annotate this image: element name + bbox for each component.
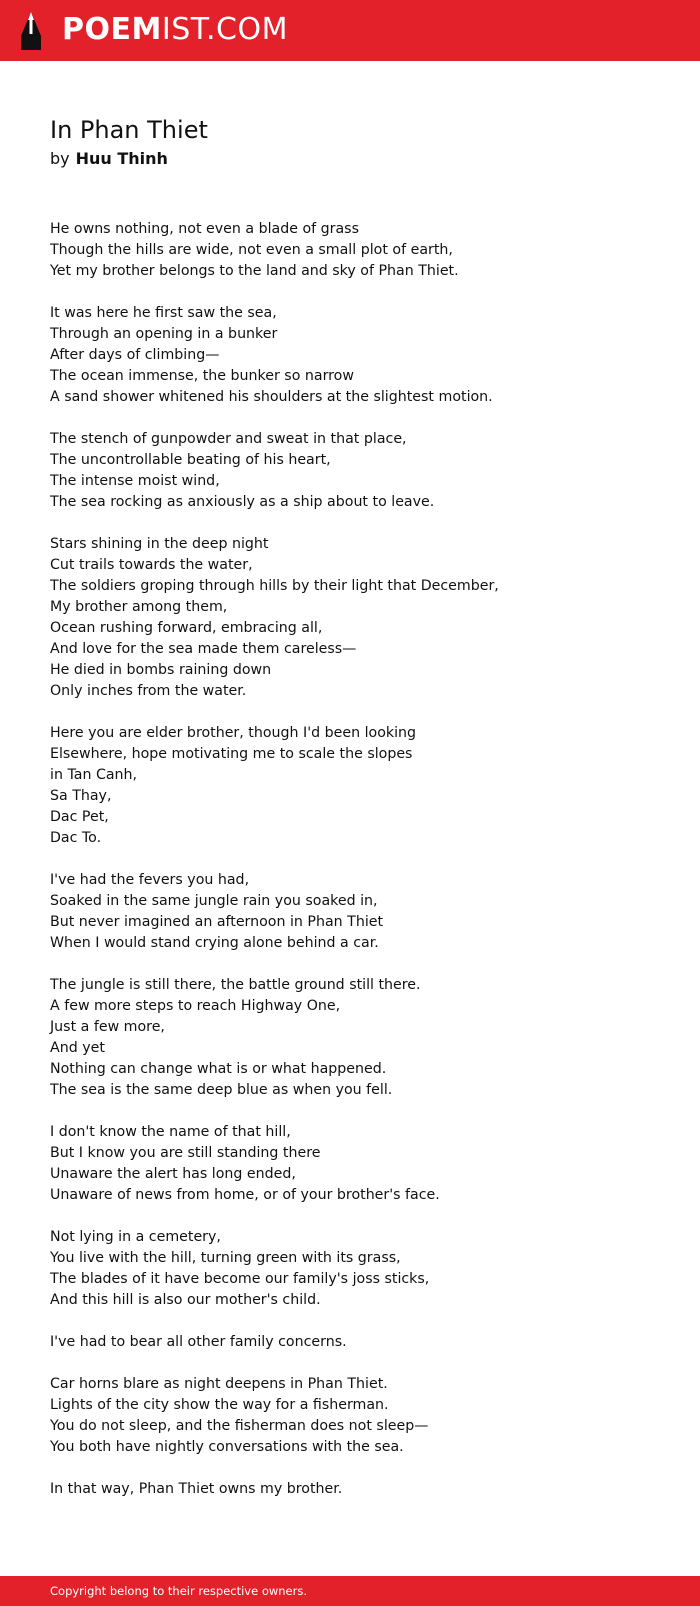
by-label: by <box>50 149 70 168</box>
poem-line: And this hill is also our mother's child. <box>50 1292 321 1308</box>
poem-line: Dac To. <box>50 830 102 846</box>
author-link[interactable]: Huu Thinh <box>75 149 168 168</box>
stanza <box>50 303 670 408</box>
poem-line: Just a few more, <box>50 1019 165 1035</box>
stanza <box>50 1227 670 1311</box>
poem-line: You live with the hill, turning green with its grass, <box>50 1250 401 1266</box>
site-footer <box>0 1576 700 1606</box>
poem-line: Stars shining in the deep night <box>50 536 269 552</box>
poem-line: Unaware the alert has long ended, <box>50 1166 296 1182</box>
poem-line: My brother among them, <box>50 599 228 615</box>
copyright-text: Copyright belong to their respective owners. <box>50 1584 308 1598</box>
stanza <box>50 429 670 513</box>
poem-line: Unaware of news from home, or of your brother's face. <box>50 1187 440 1203</box>
poem-line: The blades of it have become our family's joss sticks, <box>50 1271 430 1287</box>
poem-line: When I would stand crying alone behind a car. <box>50 935 379 951</box>
poem-line: I've had the fevers you had, <box>50 872 250 888</box>
poem-line: It was here he first saw the sea, <box>50 305 277 321</box>
stanza <box>50 219 670 282</box>
poem-line: In that way, Phan Thiet owns my brother. <box>50 1481 343 1497</box>
stanza <box>50 1374 670 1458</box>
poem-line: Nothing can change what is or what happened. <box>50 1061 387 1077</box>
site-logo-link[interactable] <box>62 12 288 48</box>
poem-line: Though the hills are wide, not even a small plot of earth, <box>50 242 453 258</box>
poem-line: And love for the sea made them careless— <box>50 641 357 657</box>
site-header <box>0 0 700 61</box>
poem-line: You both have nightly conversations with the sea. <box>50 1439 404 1455</box>
poem-line: The uncontrollable beating of his heart, <box>50 452 331 468</box>
stanza <box>50 1332 670 1353</box>
poem-line: And yet <box>50 1040 105 1056</box>
poem-line: Car horns blare as night deepens in Phan Thiet. <box>50 1376 388 1392</box>
poem-body <box>50 219 670 1521</box>
poem-line: I don't know the name of that hill, <box>50 1124 291 1140</box>
stanza <box>50 723 670 849</box>
poem-line: He died in bombs raining down <box>50 662 272 678</box>
stanza <box>50 534 670 702</box>
pencil-tip-icon[interactable] <box>18 10 44 52</box>
poem-line: Cut trails towards the water, <box>50 557 253 573</box>
poem-line: The soldiers groping through hills by their light that December, <box>50 578 499 594</box>
poem-line: The ocean immense, the bunker so narrow <box>50 368 354 384</box>
stanza <box>50 870 670 954</box>
poem-line: Through an opening in a bunker <box>50 326 278 342</box>
stanza <box>50 1122 670 1206</box>
poem-line: Sa Thay, <box>50 788 112 804</box>
poem-line: Soaked in the same jungle rain you soaked in, <box>50 893 378 909</box>
poem-line: Ocean rushing forward, embracing all, <box>50 620 323 636</box>
poem-line: A few more steps to reach Highway One, <box>50 998 341 1014</box>
poem-line: The stench of gunpowder and sweat in that place, <box>50 431 407 447</box>
poem-line: Dac Pet, <box>50 809 109 825</box>
poem-line: Yet my brother belongs to the land and sky of Phan Thiet. <box>50 263 459 279</box>
poem-line: A sand shower whitened his shoulders at the slightest motion. <box>50 389 493 405</box>
poem-line: Only inches from the water. <box>50 683 247 699</box>
poem-line: After days of climbing— <box>50 347 220 363</box>
poem-line: The jungle is still there, the battle ground still there. <box>50 977 421 993</box>
poem-line: But I know you are still standing there <box>50 1145 321 1161</box>
poem-line: in Tan Canh, <box>50 767 138 783</box>
poem-line: Not lying in a cemetery, <box>50 1229 221 1245</box>
poem-line: I've had to bear all other family concerns. <box>50 1334 347 1350</box>
poem-line: The intense moist wind, <box>50 473 220 489</box>
poem-title: In Phan Thiet <box>50 116 208 144</box>
byline <box>50 148 168 170</box>
stanza <box>50 1479 670 1500</box>
poem-line: The sea is the same deep blue as when you fell. <box>50 1082 393 1098</box>
poem-line: Here you are elder brother, though I'd been looking <box>50 725 417 741</box>
poem-line: Lights of the city show the way for a fisherman. <box>50 1397 389 1413</box>
poem-line: He owns nothing, not even a blade of grass <box>50 221 359 237</box>
brand-light-text: IST.COM <box>161 12 288 47</box>
stanza <box>50 975 670 1101</box>
poem-line: The sea rocking as anxiously as a ship about to leave. <box>50 494 435 510</box>
brand-bold-text: POEM <box>62 12 162 47</box>
poem-line: You do not sleep, and the fisherman does not sleep— <box>50 1418 429 1434</box>
poem-line: Elsewhere, hope motivating me to scale the slopes <box>50 746 413 762</box>
poem-line: But never imagined an afternoon in Phan Thiet <box>50 914 384 930</box>
